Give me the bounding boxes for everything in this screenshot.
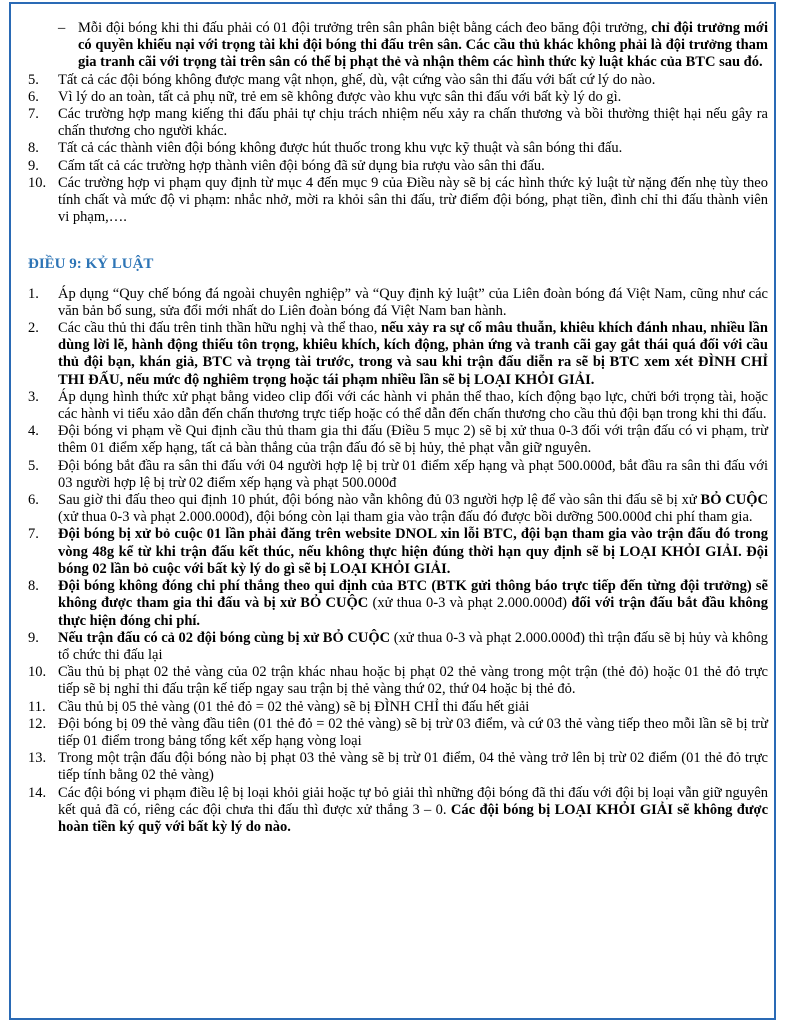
item-number: 4.	[28, 423, 39, 440]
item-number: 8.	[28, 140, 39, 157]
discipline-item-4	[28, 423, 768, 457]
rule-item-6	[28, 89, 768, 106]
captain-rule-bold: chỉ đội trưởng mới có quyền khiếu nại với trọng tài khi đội bóng thi đấu trên sân. Các cầu thủ khác không phải là đội trưởng tham gia tranh cãi với trọng tài trên sân có thể bị phạt thẻ và nhận thêm các hình thức kỷ luật khác của BTC sau đó.	[78, 20, 768, 71]
item-number: 10.	[28, 664, 47, 681]
item-text: Cấm tất cả các trường hợp thành viên đội bóng đã sử dụng bia rượu vào sân thi đấu.	[58, 157, 545, 174]
item-text: Cầu thủ bị 05 thẻ vàng (01 thẻ đỏ = 02 thẻ vàng) sẽ bị ĐÌNH CHỈ thi đấu hết giải	[58, 698, 530, 715]
item-text: (xử thua 0-3 và phạt 2.000.000đ), đội bóng còn lại tham gia vào trận đấu đó được bồi dưỡng 500.000đ chi phí tham gia.	[58, 509, 753, 526]
rule-item-9	[28, 158, 768, 175]
item-text: Áp dụng hình thức xử phạt bằng video clip đối với các hành vi phản thể thao, kích động bạo lực, chửi bới trọng tài, hoặc các hành vi tiểu xảo dẫn đến chấn thương trực tiếp hoặc có thể dẫn đến chấn thương cho cầu thủ đội bạn trong khi thi đấu.	[58, 388, 768, 423]
discipline-item-12	[28, 716, 768, 750]
item-text: Các cầu thủ thi đấu trên tinh thần hữu nghị và thể thao,	[58, 320, 378, 337]
item-text: Cầu thủ bị phạt 02 thẻ vàng của 02 trận khác nhau hoặc bị phạt 02 thẻ vàng trong một trận (thẻ đỏ) hoặc 01 thẻ đỏ trực tiếp sẽ bị nghỉ thi đấu trận kế tiếp ngay sau trận bị thẻ vàng thứ 02, thứ 04 hoặc bị thẻ đỏ.	[58, 664, 768, 698]
item-text: Các đội bóng vi phạm điều lệ bị loại khỏi giải hoặc tự bỏ giải thì những đội bóng đã thi đấu với đội bị loại vẫn giữ nguyên kết quả đã có, riêng các đội chưa thi đấu thì được xử thắng 3 – 0.	[58, 784, 768, 818]
item-number: 1.	[28, 285, 39, 302]
item-text: Các trường hợp mang kiếng thi đấu phải tự chịu trách nhiệm nếu xảy ra chấn thương và bồi thường thiệt hại nếu gây ra chấn thương cho người khác.	[58, 106, 768, 140]
discipline-item-10	[28, 664, 768, 698]
item-bold-text: Nếu trận đấu có cả 02 đội bóng cùng bị xử BỎ CUỘC	[58, 629, 391, 646]
item-text: (xử thua 0-3 và phạt 2.000.000đ) thì trận đấu sẽ bị hủy và không tổ chức thi đấu lại	[58, 629, 768, 663]
rule-item-8	[28, 140, 768, 157]
article-9-heading: ĐIỀU 9: KỶ LUẬT	[28, 256, 154, 273]
item-number: 7.	[28, 106, 39, 123]
item-text: Vì lý do an toàn, tất cả phụ nữ, trẻ em sẽ không được vào khu vực sân thi đấu với bất kỳ lý do gì.	[58, 88, 622, 105]
discipline-item-5	[28, 458, 768, 492]
item-text: Đội bóng vi phạm về Qui định cầu thủ tham gia thi đấu (Điều 5 mục 2) sẽ bị xử thua 0-3 đối với trận đấu có vi phạm, trừ thêm 01 điểm xếp hạng, tất cả bàn thắng của trận đấu đó sẽ bị hủy, thẻ phạt vẫn giữ nguyên.	[58, 423, 768, 457]
discipline-item-2	[28, 320, 768, 389]
item-text: Sau giờ thi đấu theo qui định 10 phút, đội bóng nào vẫn không đủ 03 người hợp lệ để vào sân thi đấu sẽ bị xử	[58, 492, 701, 509]
captain-rule-text: Mỗi đội bóng khi thi đấu phải có 01 đội trưởng trên sân phân biệt bằng cách đeo băng đội trưởng,	[78, 20, 648, 36]
item-text: Trong một trận đấu đội bóng nào bị phạt 03 thẻ vàng sẽ bị trừ 01 điểm, 04 thẻ vàng trở lên bị trừ 02 điểm (01 thẻ đỏ trực tiếp tính bằng 02 thẻ vàng)	[58, 750, 768, 784]
item-number: 5.	[28, 71, 39, 88]
item-number: 2.	[28, 320, 39, 337]
item-text: Áp dụng “Quy chế bóng đá ngoài chuyên nghiệp” và “Quy định kỷ luật” của Liên đoàn bóng đá Việt Nam, cũng như các văn bản bổ sung, sửa đổi mới nhất do Liên đoàn bóng đá Việt Nam ban hành.	[58, 285, 768, 319]
discipline-item-9	[28, 630, 768, 664]
item-text: Đội bóng bị 09 thẻ vàng đầu tiên (01 thẻ đỏ = 02 thẻ vàng) sẽ bị trừ 03 điểm, và cứ 03 thẻ vàng tiếp theo mỗi lần sẽ bị trừ tiếp 01 điểm trong bảng tổng kết xếp hạng vòng loại	[58, 715, 768, 749]
item-number: 9.	[28, 157, 39, 174]
item-number: 6.	[28, 88, 39, 105]
item-text: Đội bóng bắt đầu ra sân thi đấu với 04 người hợp lệ bị trừ 01 điểm xếp hạng và phạt 500.000đ, bắt đầu ra sân thi đấu với 03 người hợp lệ bị trừ 02 điểm xếp hạng và phạt 500.000đ	[58, 457, 768, 491]
discipline-item-1	[28, 286, 768, 320]
item-bold-text: nếu xảy ra sự cố mâu thuẫn, khiêu khích đánh nhau, nhiều lần dùng lời lẽ, hành động thiếu tôn trọng, khiêu khích, kích động, phản ứng và tranh cãi gay gắt thái quá đối với cầu thủ đội bạn, khán giả, BTC và trọng tài trước, trong và sau khi trận đấu diễn ra sẽ bị BTC xem xét ĐÌNH CHỈ THI ĐẤU, nếu mức độ nghiêm trọng hoặc tái phạm nhiều lần sẽ bị LOẠI KHỎI GIẢI.	[58, 320, 768, 388]
item-text: (xử thua 0-3 và phạt 2.000.000đ)	[368, 595, 568, 612]
discipline-item-6	[28, 492, 768, 526]
item-bold-text: BỎ CUỘC	[700, 492, 768, 509]
item-number: 6.	[28, 492, 39, 509]
item-bold-text: Các đội bóng bị LOẠI KHỎI GIẢI sẽ không được hoàn tiền ký quỹ với bất kỳ lý do nào.	[58, 801, 769, 835]
item-text: Tất cả các đội bóng không được mang vật nhọn, ghế, dù, vật cứng vào sân thi đấu với bất cứ lý do nào.	[58, 71, 656, 88]
discipline-item-7	[28, 526, 768, 578]
rule-item-5	[28, 72, 768, 89]
item-number: 9.	[28, 629, 39, 646]
item-number: 13.	[28, 750, 47, 767]
item-bold-text: đối với trận đấu bắt đầu không thực hiện đóng chi phí.	[58, 595, 768, 629]
item-bold-text: Đội bóng không đóng chi phí thắng theo qui định của BTC (BTK gửi thông báo trực tiếp đến từng đội trưởng) sẽ không được tham gia thi đấu và bị xử BỎ CUỘC	[58, 578, 768, 612]
item-number: 7.	[28, 526, 39, 543]
discipline-item-8	[28, 578, 768, 630]
discipline-item-3	[28, 389, 768, 423]
item-number: 5.	[28, 457, 39, 474]
item-number: 12.	[28, 715, 47, 732]
item-text: Các trường hợp vi phạm quy định từ mục 4 đến mục 9 của Điều này sẽ bị các hình thức kỷ luật từ nặng đến nhẹ tùy theo tính chất và mức độ vi phạm: nhắc nhở, mời ra khỏi sân thi đấu, trừ điểm đội bóng, phạt tiền, đình chỉ thi đấu thành viên vi phạm,….	[58, 174, 768, 226]
item-text: Tất cả các thành viên đội bóng không được hút thuốc trong khu vực kỹ thuật và sân bóng thi đấu.	[58, 140, 623, 157]
discipline-item-14	[28, 785, 768, 837]
captain-rule-item	[28, 20, 768, 72]
document-body	[28, 20, 768, 836]
dash-marker: –	[58, 20, 66, 36]
item-number: 14.	[28, 784, 47, 801]
rule-item-7	[28, 106, 768, 140]
rule-item-10	[28, 175, 768, 227]
item-number: 3.	[28, 388, 39, 405]
item-number: 10.	[28, 174, 47, 191]
discipline-item-13	[28, 750, 768, 784]
item-bold-text: Đội bóng bị xử bỏ cuộc 01 lần phải đăng trên website DNOL xin lỗi BTC, đội bạn tham gia vào trận đấu đó trong vòng 48g kể từ khi trận đấu kết thúc, nếu không thực hiện đúng thời hạn quy định sẽ bị LOẠI KHỎI GIẢI. Đội bóng 02 lần bỏ cuộc với bất kỳ lý do gì sẽ bị LOẠI KHỎI GIẢI.	[58, 526, 768, 577]
discipline-item-11	[28, 699, 768, 716]
item-number: 11.	[28, 698, 46, 715]
item-number: 8.	[28, 578, 39, 595]
